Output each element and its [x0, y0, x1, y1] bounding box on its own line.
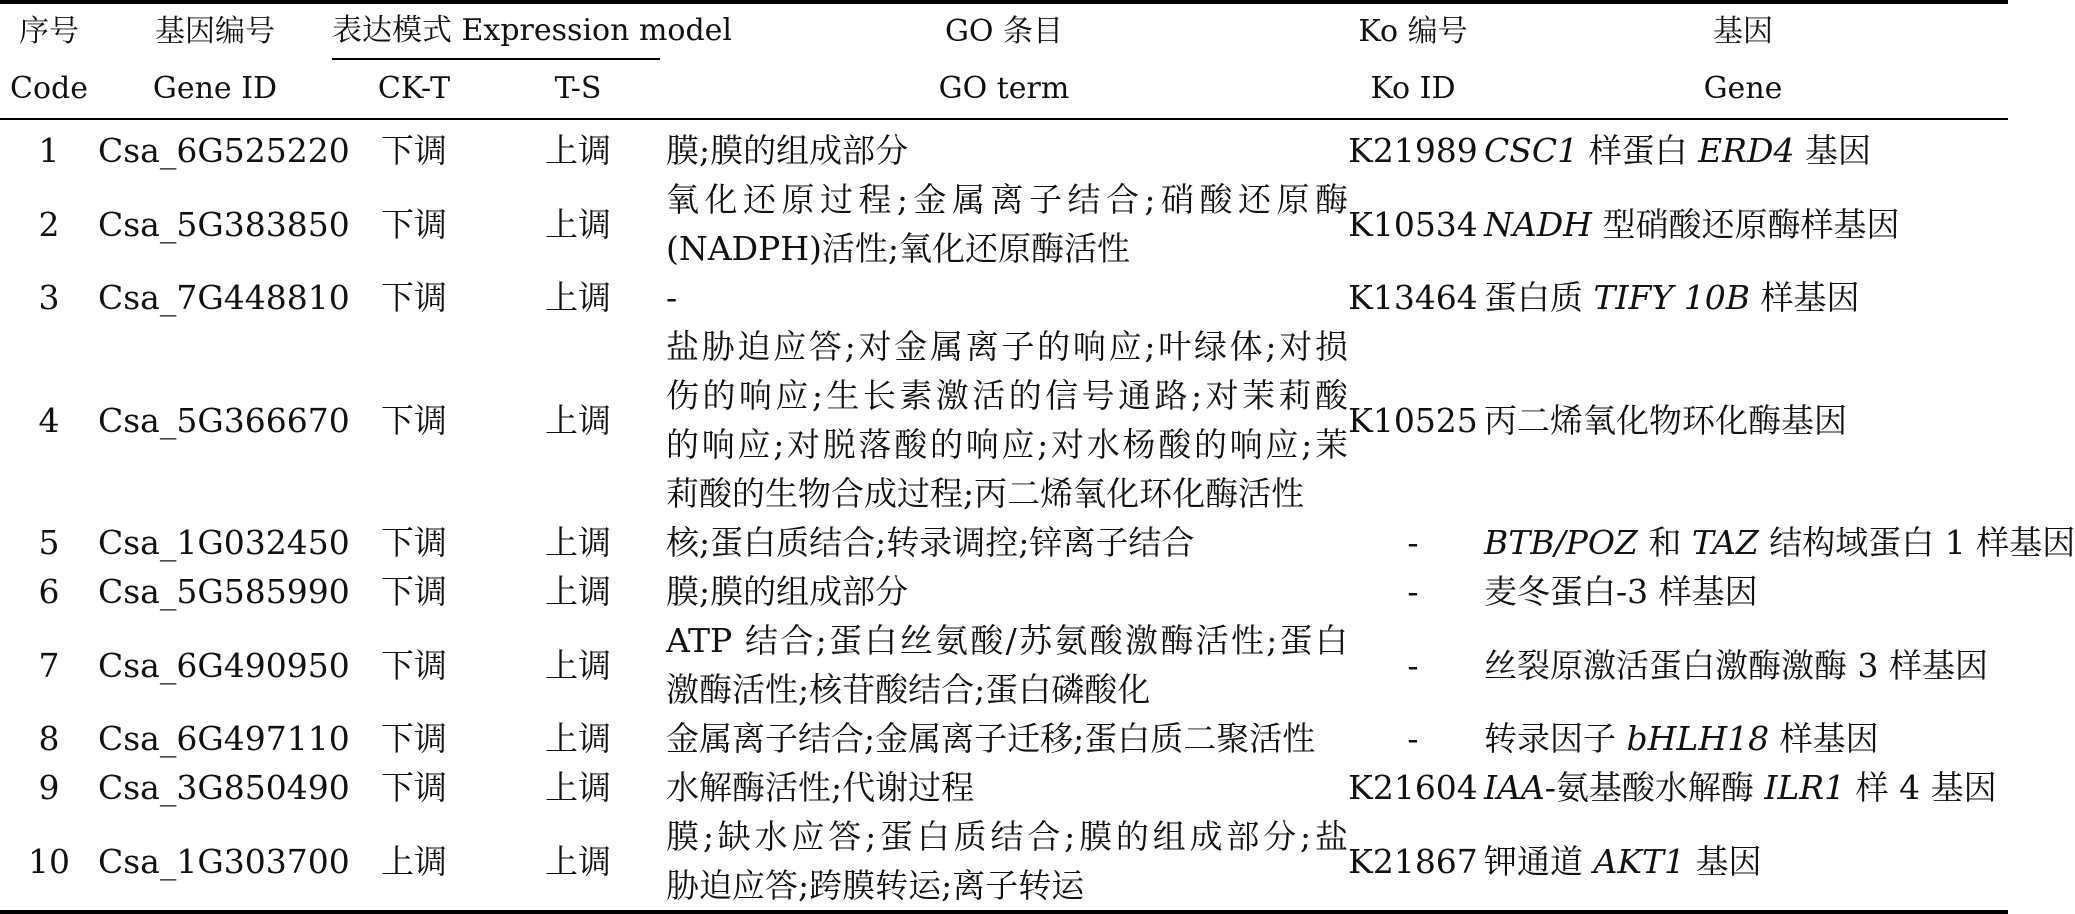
- go-term-line: 盐胁迫应答;对金属离子的响应;叶绿体;对损: [666, 327, 1348, 366]
- header-ck-t: CK-T: [377, 71, 451, 106]
- gene-name-part: 麦冬蛋白-3 样基因: [1484, 572, 1758, 611]
- gene-name-part: 转录因子: [1484, 719, 1627, 758]
- row-ko-id: K21867: [1348, 841, 1478, 881]
- table-row: [0, 763, 2008, 812]
- gene-name-part: TIFY 10B: [1593, 278, 1750, 317]
- row-go-term: [660, 322, 1348, 518]
- go-term-line: 水解酶活性;代谢过程: [666, 768, 975, 807]
- table-row: [0, 322, 2008, 518]
- row-code: 4: [38, 400, 60, 440]
- row-gene-id: Csa_5G366670: [98, 400, 350, 440]
- row-go-term: [660, 518, 1348, 567]
- row-ck-t: 下调: [381, 204, 447, 244]
- row-t-s: 上调: [545, 841, 611, 881]
- row-gene-name: [1478, 616, 2008, 714]
- go-term-line: 莉酸的生物合成过程;丙二烯氧化环化酶活性: [666, 474, 1305, 513]
- row-go-term: [660, 175, 1348, 273]
- row-t-s: 上调: [545, 572, 611, 611]
- header-code-en: Code: [10, 70, 88, 106]
- row-gene-id: Csa_1G032450: [98, 523, 350, 562]
- gene-name-part: -氨基酸水解酶: [1544, 768, 1765, 807]
- row-code: 10: [28, 841, 70, 881]
- go-term-line: 氧化还原过程;金属离子结合;硝酸还原酶: [666, 180, 1348, 219]
- row-ck-t: 下调: [381, 400, 447, 440]
- row-code: 3: [38, 278, 60, 317]
- row-go-term: [660, 273, 1348, 322]
- row-gene-name: [1478, 322, 2008, 518]
- header-ko-en: Ko ID: [1370, 70, 1456, 106]
- row-go-term: [660, 763, 1348, 812]
- row-gene-id: Csa_6G525220: [98, 131, 350, 170]
- row-gene-id: Csa_7G448810: [98, 278, 350, 317]
- row-gene-name: [1478, 812, 2008, 912]
- row-t-s: 上调: [545, 278, 611, 317]
- gene-name-part: 丝裂原激活蛋白激酶激酶 3 样基因: [1484, 645, 1988, 685]
- gene-name-part: NADH: [1484, 204, 1592, 244]
- row-ko-id: K21989: [1348, 131, 1478, 170]
- gene-name-part: CSC1: [1484, 131, 1579, 170]
- row-ck-t: 下调: [381, 645, 447, 685]
- header-gene-en: Gene: [1703, 70, 1783, 106]
- row-gene-id: Csa_1G303700: [98, 841, 350, 881]
- go-term-line: 金属离子结合;金属离子迁移;蛋白质二聚活性: [666, 719, 1316, 758]
- gene-name-part: 样 4 基因: [1845, 768, 1997, 807]
- row-gene-name: [1478, 567, 2008, 616]
- row-gene-name: [1478, 273, 2008, 322]
- gene-name-part: ILR1: [1764, 768, 1846, 807]
- gene-name-part: 样基因: [1769, 719, 1879, 758]
- header-gene-id-en: Gene ID: [152, 70, 278, 106]
- row-t-s: 上调: [545, 523, 611, 562]
- row-go-term: [660, 126, 1348, 175]
- row-gene-id: Csa_5G383850: [98, 204, 350, 244]
- go-term-line: (NADPH)活性;氧化还原酶活性: [666, 229, 1131, 268]
- row-gene-name: [1478, 518, 2075, 567]
- row-ko-id: K10534: [1348, 204, 1478, 244]
- row-ko-id: K21604: [1348, 768, 1478, 807]
- go-term-line: 的响应;对脱落酸的响应;对水杨酸的响应;茉: [666, 425, 1348, 464]
- row-t-s: 上调: [545, 131, 611, 170]
- gene-name-part: 丙二烯氧化物环化酶基因: [1484, 400, 1847, 440]
- row-ck-t: 下调: [381, 719, 447, 758]
- table-row: [0, 273, 2008, 322]
- gene-name-part: bHLH18: [1626, 719, 1770, 758]
- row-ck-t: 下调: [381, 131, 447, 170]
- go-term-line: 胁迫应答;跨膜转运;离子转运: [666, 866, 1085, 905]
- header-ko-cn: Ko 编号: [1358, 13, 1468, 49]
- row-t-s: 上调: [545, 768, 611, 807]
- gene-name-part: IAA: [1484, 768, 1545, 807]
- row-code: 2: [38, 204, 60, 244]
- go-term-line: 伤的响应;生长素激活的信号通路;对茉莉酸: [666, 376, 1348, 415]
- row-gene-id: Csa_5G585990: [98, 572, 350, 611]
- row-t-s: 上调: [545, 204, 611, 244]
- table-row: [0, 567, 2008, 616]
- gene-name-part: 样基因: [1749, 278, 1860, 317]
- row-ko-id: -: [1407, 572, 1419, 611]
- go-term-line: 膜;膜的组成部分: [666, 131, 909, 170]
- row-ck-t: 下调: [381, 572, 447, 611]
- row-gene-id: Csa_6G497110: [98, 719, 350, 758]
- row-gene-name: [1478, 126, 2008, 175]
- table-row: [0, 714, 2008, 763]
- gene-name-part: TAZ: [1691, 523, 1759, 562]
- gene-name-part: 型硝酸还原酶样基因: [1591, 204, 1900, 244]
- row-go-term: [660, 616, 1348, 714]
- table-row: [0, 812, 2008, 912]
- table-body: [0, 119, 2075, 912]
- gene-name-part: 结构域蛋白 1 样基因: [1758, 523, 2075, 562]
- row-code: 6: [38, 572, 60, 611]
- row-ko-id: K10525: [1348, 400, 1478, 440]
- row-ko-id: -: [1407, 645, 1419, 685]
- header-t-s: T-S: [554, 71, 602, 106]
- row-t-s: 上调: [545, 719, 611, 758]
- go-term-line: 膜;膜的组成部分: [666, 572, 909, 611]
- row-ko-id: -: [1407, 523, 1419, 562]
- row-ko-id: -: [1407, 719, 1419, 758]
- gene-name-part: 蛋白质: [1484, 278, 1594, 317]
- gene-name-part: 和: [1637, 523, 1692, 562]
- gene-name-part: 基因: [1685, 841, 1762, 881]
- header-code-cn: 序号: [19, 13, 79, 49]
- row-t-s: 上调: [545, 400, 611, 440]
- row-ck-t: 下调: [381, 523, 447, 562]
- gene-name-part: 钾通道: [1484, 841, 1594, 881]
- row-ck-t: 上调: [381, 841, 447, 881]
- header-gene-id-cn: 基因编号: [155, 13, 275, 49]
- gene-name-part: 基因: [1794, 131, 1871, 170]
- go-term-line: 膜;缺水应答;蛋白质结合;膜的组成部分;盐: [666, 817, 1348, 856]
- header-go-cn: GO 条目: [944, 13, 1064, 49]
- row-gene-name: [1478, 763, 2008, 812]
- header-expression-group: 表达模式 Expression model: [332, 2, 660, 59]
- row-ko-id: K13464: [1348, 278, 1478, 317]
- go-term-line: ATP 结合;蛋白丝氨酸/苏氨酸激酶活性;蛋白: [666, 621, 1348, 660]
- row-ck-t: 下调: [381, 768, 447, 807]
- row-ck-t: 下调: [381, 278, 447, 317]
- row-code: 7: [38, 645, 60, 685]
- header-gene-cn: 基因: [1713, 13, 1773, 49]
- gene-name-part: AKT1: [1593, 841, 1685, 881]
- go-term-line: -: [666, 278, 678, 317]
- row-code: 8: [38, 719, 60, 758]
- gene-name-part: ERD4: [1698, 131, 1795, 170]
- gene-name-part: 样蛋白: [1578, 131, 1699, 170]
- table-row: [0, 518, 2008, 567]
- table-row: [0, 616, 2008, 714]
- row-code: 1: [38, 131, 60, 170]
- go-term-line: 激酶活性;核苷酸结合;蛋白磷酸化: [666, 670, 1151, 709]
- row-gene-id: Csa_6G490950: [98, 645, 350, 685]
- row-go-term: [660, 812, 1348, 912]
- row-gene-name: [1478, 714, 2008, 763]
- row-code: 5: [38, 523, 60, 562]
- row-go-term: [660, 714, 1348, 763]
- row-t-s: 上调: [545, 645, 611, 685]
- row-code: 9: [38, 768, 60, 807]
- row-gene-id: Csa_3G850490: [98, 768, 350, 807]
- row-gene-name: [1478, 175, 2008, 273]
- header-go-en: GO term: [938, 70, 1070, 106]
- go-term-line: 核;蛋白质结合;转录调控;锌离子结合: [666, 523, 1195, 562]
- gene-name-part: BTB/POZ: [1484, 523, 1638, 562]
- row-go-term: [660, 567, 1348, 616]
- table-row: [0, 175, 2008, 273]
- table-row: [0, 126, 2008, 175]
